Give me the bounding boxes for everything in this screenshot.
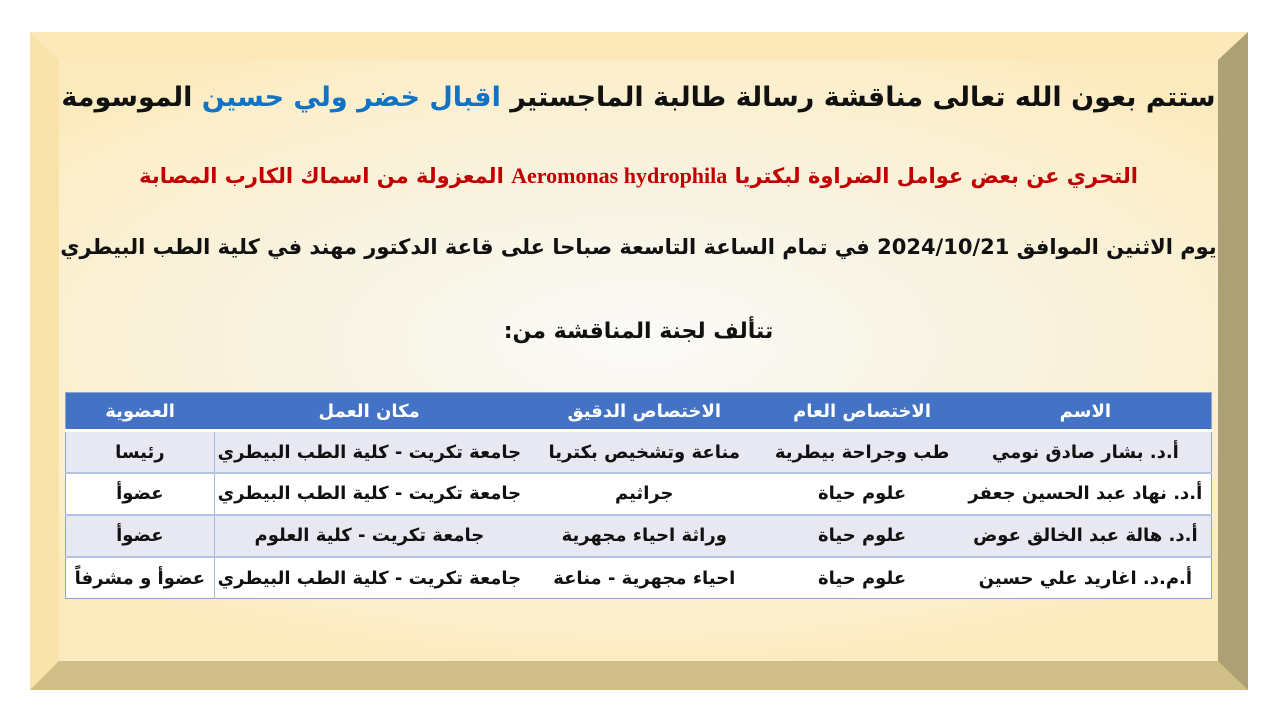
thesis-text-before: التحري عن بعض عوامل الضراوة لبكتريا: [727, 163, 1138, 188]
column-header-specific-specialty: الاختصاص الدقيق: [524, 393, 765, 431]
member-general-specialty: علوم حياة: [765, 515, 960, 557]
column-header-workplace: مكان العمل: [214, 393, 524, 431]
member-workplace: جامعة تكريت - كلية الطب البيطري: [214, 473, 524, 515]
announcement-title: [59, 78, 1218, 119]
decorative-bevel-frame: [30, 32, 1248, 690]
member-workplace: جامعة تكريت - كلية الطب البيطري: [214, 431, 524, 473]
column-header-name: الاسم: [960, 393, 1212, 431]
table-row: [65, 515, 1211, 557]
table-row: [65, 431, 1211, 473]
member-membership: رئيسا: [65, 431, 214, 473]
member-general-specialty: طب وجراحة بيطرية: [765, 431, 960, 473]
committee-heading: تتألف لجنة المناقشة من:: [503, 319, 774, 345]
member-general-specialty: علوم حياة: [765, 557, 960, 599]
member-specific-specialty: وراثة احياء مجهرية: [524, 515, 765, 557]
column-header-membership: العضوية: [65, 393, 214, 431]
table-row: [65, 557, 1211, 599]
member-workplace: جامعة تكريت - كلية الطب البيطري: [214, 557, 524, 599]
member-name: أ.د. بشار صادق نومي: [960, 431, 1212, 473]
defense-datetime: يوم الاثنين الموافق 2024/10/21 في تمام الساعة التاسعة صباحا على قاعة الدكتور مهند في كلية الطب البيطري: [60, 235, 1217, 260]
table-row: [65, 473, 1211, 515]
committee-table: [65, 392, 1212, 599]
thesis-text-after: المعزولة من اسماك الكارب المصابة: [139, 163, 512, 188]
title-text-before: ستتم بعون الله تعالى مناقشة رسالة طالبة الماجستير: [500, 82, 1216, 113]
member-workplace: جامعة تكريت - كلية العلوم: [214, 515, 524, 557]
member-name: أ.د. نهاد عبد الحسين جعفر: [960, 473, 1212, 515]
bacteria-latin-name: Aeromonas hydrophila: [511, 162, 728, 188]
member-name: أ.م.د. اغاريد علي حسين: [960, 557, 1212, 599]
title-text-after: الموسومة: [61, 82, 202, 113]
member-specific-specialty: مناعة وتشخيص بكتريا: [524, 431, 765, 473]
member-general-specialty: علوم حياة: [765, 473, 960, 515]
column-header-general-specialty: الاختصاص العام: [765, 393, 960, 431]
thesis-title: [59, 161, 1218, 192]
member-membership: عضوأ: [65, 473, 214, 515]
member-membership: عضوأ: [65, 515, 214, 557]
member-specific-specialty: جراثيم: [524, 473, 765, 515]
slide-content: [59, 78, 1218, 679]
member-specific-specialty: احياء مجهرية - مناعة: [524, 557, 765, 599]
member-membership: عضوأ و مشرفاً: [65, 557, 214, 599]
member-name: أ.د. هالة عبد الخالق عوض: [960, 515, 1212, 557]
student-name: اقبال خضر ولي حسين: [201, 82, 501, 113]
table-header-row: [65, 393, 1211, 431]
